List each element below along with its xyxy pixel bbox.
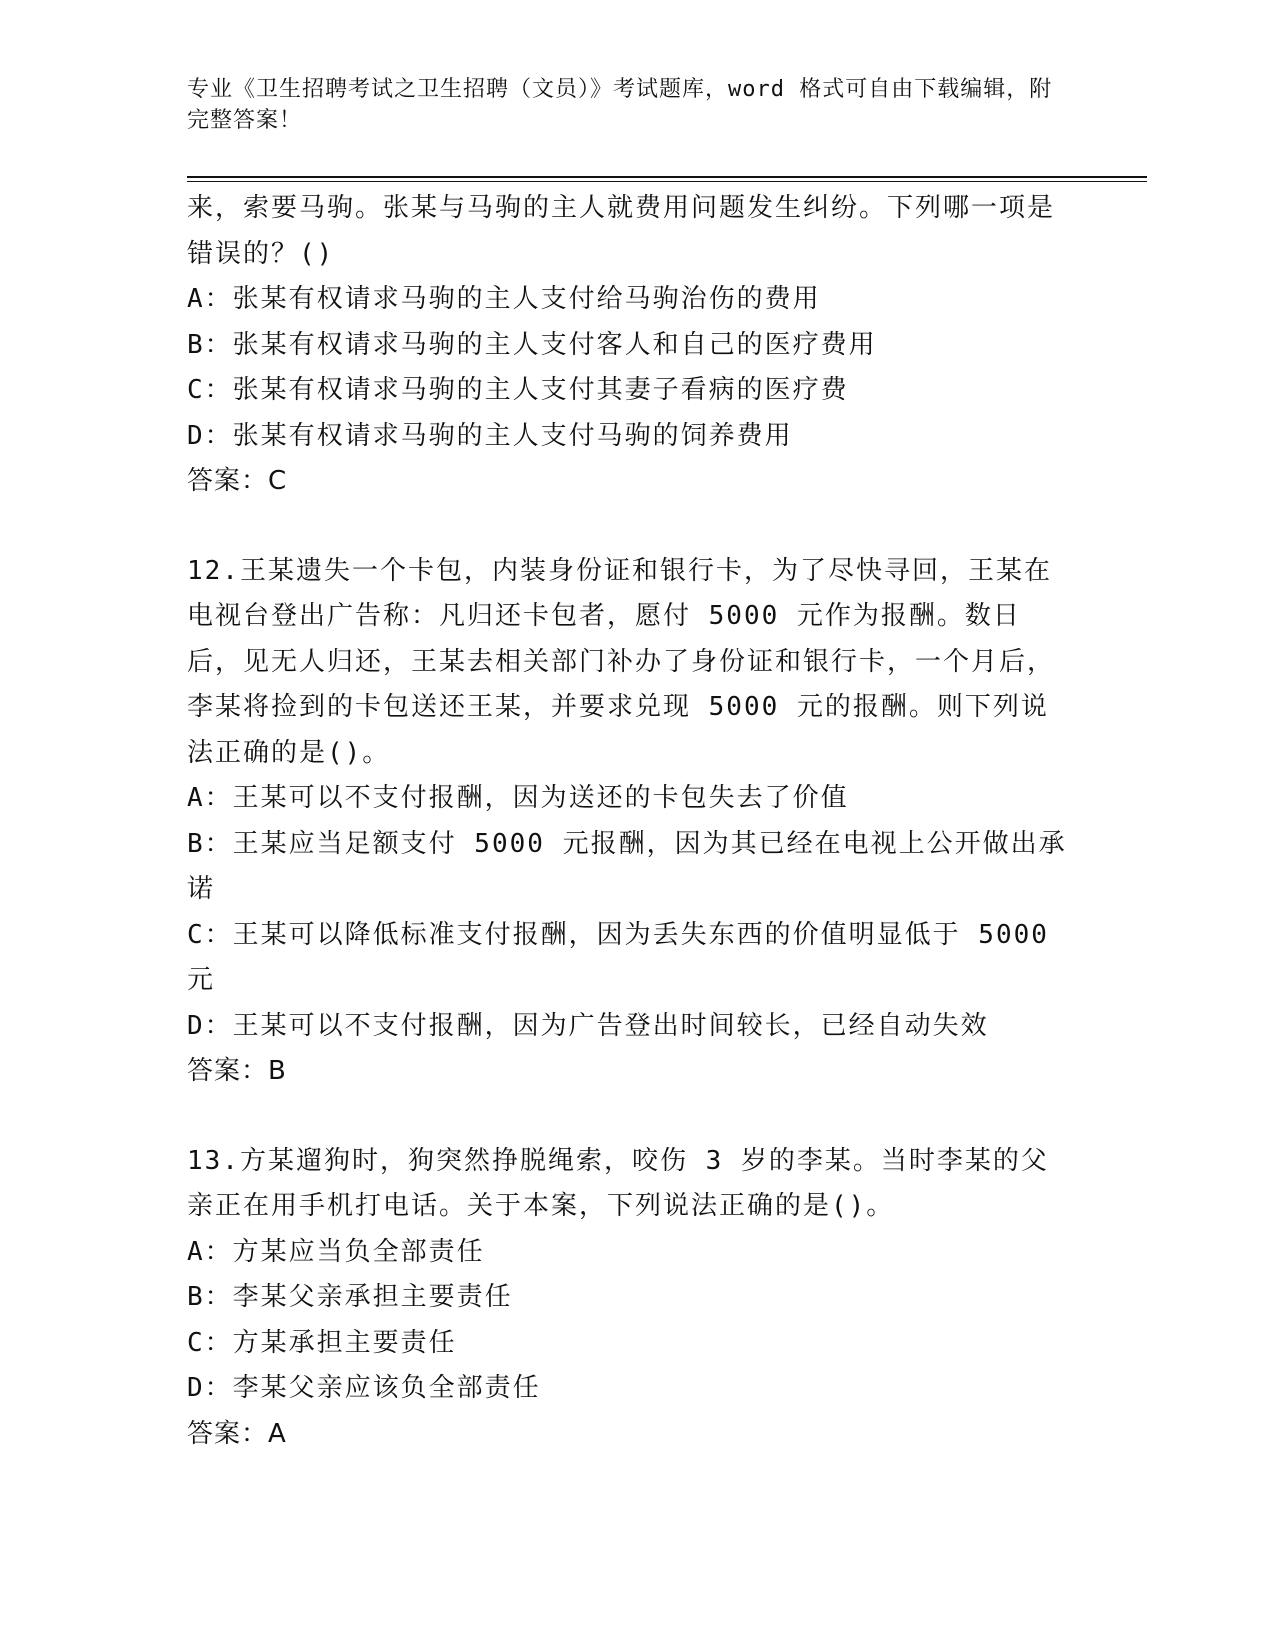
- header-divider-thin: [187, 181, 1147, 182]
- question-spacer: [187, 1095, 1067, 1139]
- option-c: C：王某可以降低标准支付报酬，因为丢失东西的价值明显低于 5000 元: [187, 919, 1067, 995]
- option-d: D：张某有权请求马驹的主人支付马驹的饲养费用: [187, 420, 793, 451]
- document-header: 专业《卫生招聘考试之卫生招聘（文员）》考试题库，word 格式可自由下载编辑，附完整答案！: [187, 77, 1053, 133]
- option-b: B：张某有权请求马驹的主人支付客人和自己的医疗费用: [187, 329, 877, 360]
- question-11: [187, 186, 1067, 505]
- option-b: B：李某父亲承担主要责任: [187, 1282, 513, 1312]
- question-12: [187, 549, 1067, 1095]
- option-a: A：张某有权请求马驹的主人支付给马驹治伤的费用: [187, 284, 821, 314]
- option-d: D：王某可以不支付报酬，因为广告登出时间较长，已经自动失效: [187, 1010, 989, 1041]
- option-c: C：方某承担主要责任: [187, 1327, 457, 1358]
- question-spacer: [187, 505, 1067, 549]
- answer-line: 答案：B: [187, 1056, 287, 1086]
- header-divider-thick: [187, 176, 1147, 178]
- option-a: A：王某可以不支付报酬，因为送还的卡包失去了价值: [187, 783, 849, 813]
- question-13: [187, 1139, 1067, 1458]
- answer-line: 答案：A: [187, 1418, 287, 1449]
- answer-line: 答案：C: [187, 466, 288, 496]
- question-stem: 来，索要马驹。张某与马驹的主人就费用问题发生纠纷。下列哪一项是错误的？(): [187, 193, 1056, 269]
- question-list: [187, 186, 1067, 1457]
- question-stem: 13.方某遛狗时，狗突然挣脱绳索，咬伤 3 岁的李某。当时李某的父亲正在用手机打电话。关于本案，下列说法正确的是()。: [187, 1145, 1049, 1221]
- option-c: C：张某有权请求马驹的主人支付其妻子看病的医疗费: [187, 375, 849, 405]
- question-stem: 12.王某遗失一个卡包，内装身份证和银行卡，为了尽快寻回，王某在电视台登出广告称：凡归还卡包者，愿付 5000 元作为报酬。数日后，见无人归还，王某去相关部门补办了身份证和银行卡，一个月后，李某将捡到的卡包送还王某，并要求兑现 5000 元的报酬。则下列说法正确的是()。: [187, 555, 1056, 768]
- option-a: A：方某应当负全部责任: [187, 1236, 485, 1267]
- option-b: B：王某应当足额支付 5000 元报酬，因为其已经在电视上公开做出承诺: [187, 828, 1067, 904]
- option-d: D：李某父亲应该负全部责任: [187, 1373, 541, 1403]
